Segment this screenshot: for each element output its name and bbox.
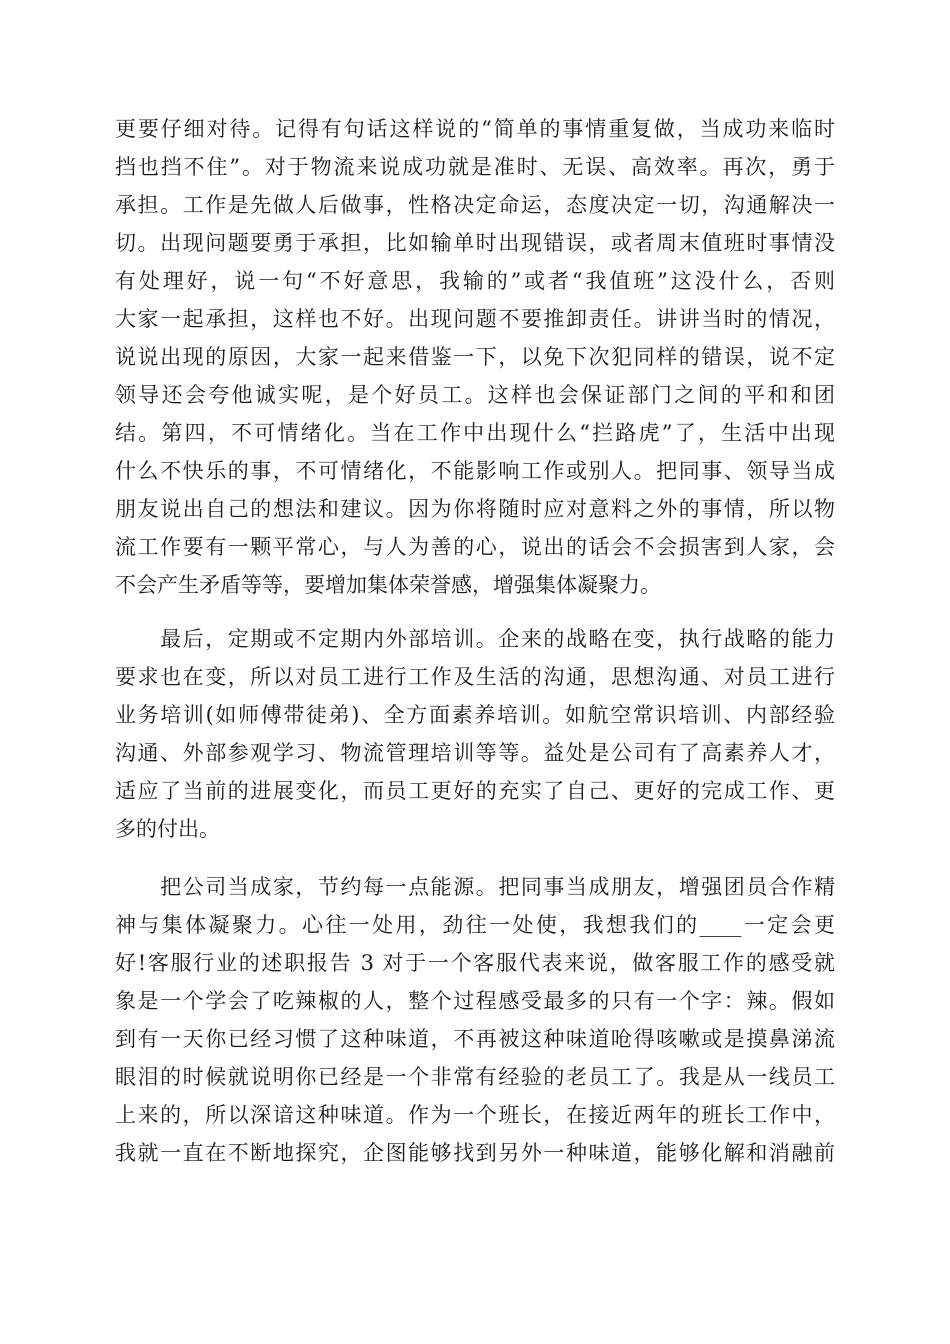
text-line: 神与集体凝聚力。心往一处用，劲往一处使，我想我们的____一定会更	[115, 913, 835, 937]
text-line: 上来的，所以深谙这种味道。作为一个班长，在接近两年的班长工作中，	[115, 1103, 835, 1127]
text-line: 要求也在变，所以对员工进行工作及生活的沟通，思想沟通、对员工进行	[115, 665, 835, 689]
text-line: 承担。工作是先做人后做事，性格决定命运，态度决定一切，沟通解决一	[115, 193, 835, 217]
text-line: 挡也挡不住”。对于物流来说成功就是准时、无误、高效率。再次，勇于	[115, 155, 835, 179]
text-line: 说说出现的原因，大家一起来借鉴一下，以免下次犯同样的错误，说不定	[115, 345, 835, 369]
text-line: 到有一天你已经习惯了这种味道，不再被这种味道呛得咳嗽或是摸鼻涕流	[115, 1027, 835, 1051]
paragraph-2	[115, 620, 835, 848]
text-line: 业务培训(如师傅带徒弟)、全方面素养培训。如航空常识培训、内部经验	[115, 703, 835, 727]
text-line: 好!客服行业的述职报告 3 对于一个客服代表来说，做客服工作的感受就	[115, 951, 835, 975]
text-line: 象是一个学会了吃辣椒的人，整个过程感受最多的只有一个字：辣。假如	[115, 989, 835, 1013]
text-line: 不会产生矛盾等等，要增加集体荣誉感，增强集体凝聚力。	[115, 573, 661, 597]
text-line: 大家一起承担，这样也不好。出现问题不要推卸责任。讲讲当时的情况，	[115, 307, 835, 331]
text-line: 领导还会夸他诚实呢，是个好员工。这样也会保证部门之间的平和和团	[115, 383, 835, 407]
text-line: 眼泪的时候就说明你已经是一个非常有经验的老员工了。我是从一线员工	[115, 1065, 835, 1089]
text-line: 切。出现问题要勇于承担，比如输单时出现错误，或者周末值班时事情没	[115, 231, 835, 255]
text-line: 更要仔细对待。记得有句话这样说的“简单的事情重复做，当成功来临时	[115, 117, 835, 141]
text-line: 适应了当前的进展变化，而员工更好的充实了自己、更好的完成工作、更	[115, 779, 835, 803]
paragraph-1	[115, 110, 835, 604]
paragraph-3	[115, 868, 835, 1172]
text-line: 有处理好，说一句“不好意思，我输的”或者“我值班”这没什么，否则	[115, 269, 835, 293]
text-line: 结。第四，不可情绪化。当在工作中出现什么“拦路虎”了，生活中出现	[115, 421, 835, 445]
text-line: 流工作要有一颗平常心，与人为善的心，说出的话会不会损害到人家，会	[115, 535, 835, 559]
text-line: 多的付出。	[115, 817, 220, 841]
text-line: 把公司当成家，节约每一点能源。把同事当成朋友，增强团员合作精	[115, 875, 835, 899]
text-line: 什么不快乐的事，不可情绪化，不能影响工作或别人。把同事、领导当成	[115, 459, 835, 483]
text-line: 最后，定期或不定期内外部培训。企来的战略在变，执行战略的能力	[115, 627, 835, 651]
text-line: 朋友说出自己的想法和建议。因为你将随时应对意料之外的事情，所以物	[115, 497, 835, 521]
text-line: 我就一直在不断地探究，企图能够找到另外一种味道，能够化解和消融前	[115, 1141, 835, 1165]
text-line: 沟通、外部参观学习、物流管理培训等等。益处是公司有了高素养人才，	[115, 741, 835, 765]
